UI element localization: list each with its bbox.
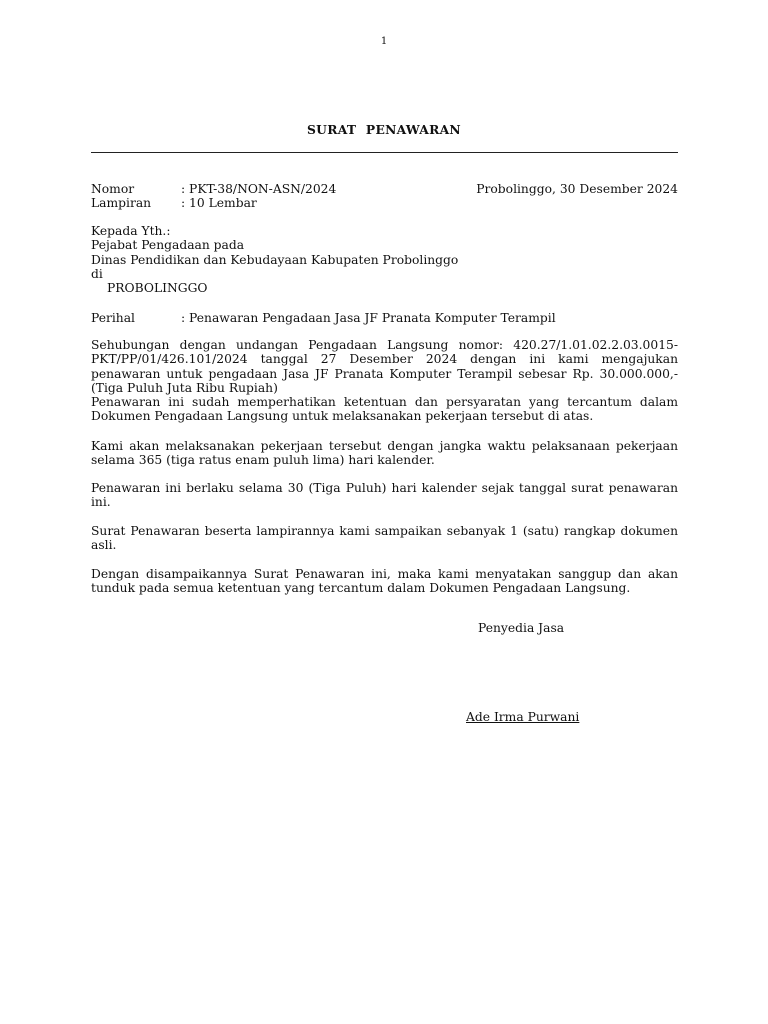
body-paragraph-6: [91, 567, 678, 596]
paragraph-text: Surat Penawaran beserta lampirannya kami sampaikan sebanyak 1 (satu) rangkap dokumen asli.: [91, 524, 678, 553]
paragraph-text: Kami akan melaksanakan pekerjaan tersebut dengan jangka waktu pelaksanaan pekerjaan selama 365 (tiga ratus enam puluh lima) hari kalender.: [91, 439, 678, 468]
recipient-line-3: di: [91, 266, 103, 281]
recipient-greeting: Kepada Yth.:: [91, 224, 171, 238]
lampiran-row: [91, 195, 678, 211]
recipient-line-4: PROBOLINGGO: [107, 281, 208, 296]
letter-title: SURAT PENAWARAN: [307, 122, 461, 137]
nomor-value: : PKT-38/NON-ASN/2024: [181, 182, 337, 196]
paragraph-text: Penawaran ini sudah memperhatikan ketentuan dan persyaratan yang tercantum dalam Dokumen Pengadaan Langsung untuk melaksanakan pekerjaan tersebut di atas.: [91, 395, 678, 424]
body-paragraph-5: [91, 524, 678, 553]
title-divider: [91, 152, 678, 153]
lampiran-label: Lampiran: [91, 196, 152, 210]
recipient-line-1: Pejabat Pengadaan pada: [91, 238, 245, 253]
signer-label: Penyedia Jasa: [478, 621, 565, 635]
signer-name: Ade Irma Purwani: [466, 710, 580, 724]
place-date: Probolinggo, 30 Desember 2024: [476, 182, 678, 196]
perihal-value: : Penawaran Pengadaan Jasa JF Pranata Komputer Terampil: [181, 311, 556, 325]
page-number: 1: [380, 36, 388, 47]
body-paragraph-3: [91, 439, 678, 468]
paragraph-text: Dengan disampaikannya Surat Penawaran ini, maka kami menyatakan sanggup dan akan tunduk pada semua ketentuan yang tercantum dalam Dokumen Pengadaan Langsung.: [91, 567, 678, 596]
perihal-label: Perihal: [91, 311, 135, 325]
body-paragraph-4: [91, 481, 678, 510]
paragraph-text: Penawaran ini berlaku selama 30 (Tiga Puluh) hari kalender sejak tanggal surat penawaran ini.: [91, 481, 678, 510]
body-paragraph-1: [91, 338, 678, 424]
paragraph-text: Sehubungan dengan undangan Pengadaan Langsung nomor: 420.27/1.01.02.2.03.0015-PKT/PP/01/426.101/2024 tanggal 27 Desember 2024 dengan ini kami mengajukan penawaran untuk pengadaan Jasa JF Pranata Komputer Terampil sebesar Rp. 30.000.000,- (Tiga Puluh Juta Ribu Rupiah): [91, 338, 678, 395]
lampiran-value: : 10 Lembar: [181, 196, 257, 210]
recipient-block: [91, 224, 678, 295]
nomor-label: Nomor: [91, 182, 135, 196]
perihal-row: [91, 310, 678, 326]
recipient-line-2: Dinas Pendidikan dan Kebudayaan Kabupaten Probolinggo: [91, 252, 459, 267]
